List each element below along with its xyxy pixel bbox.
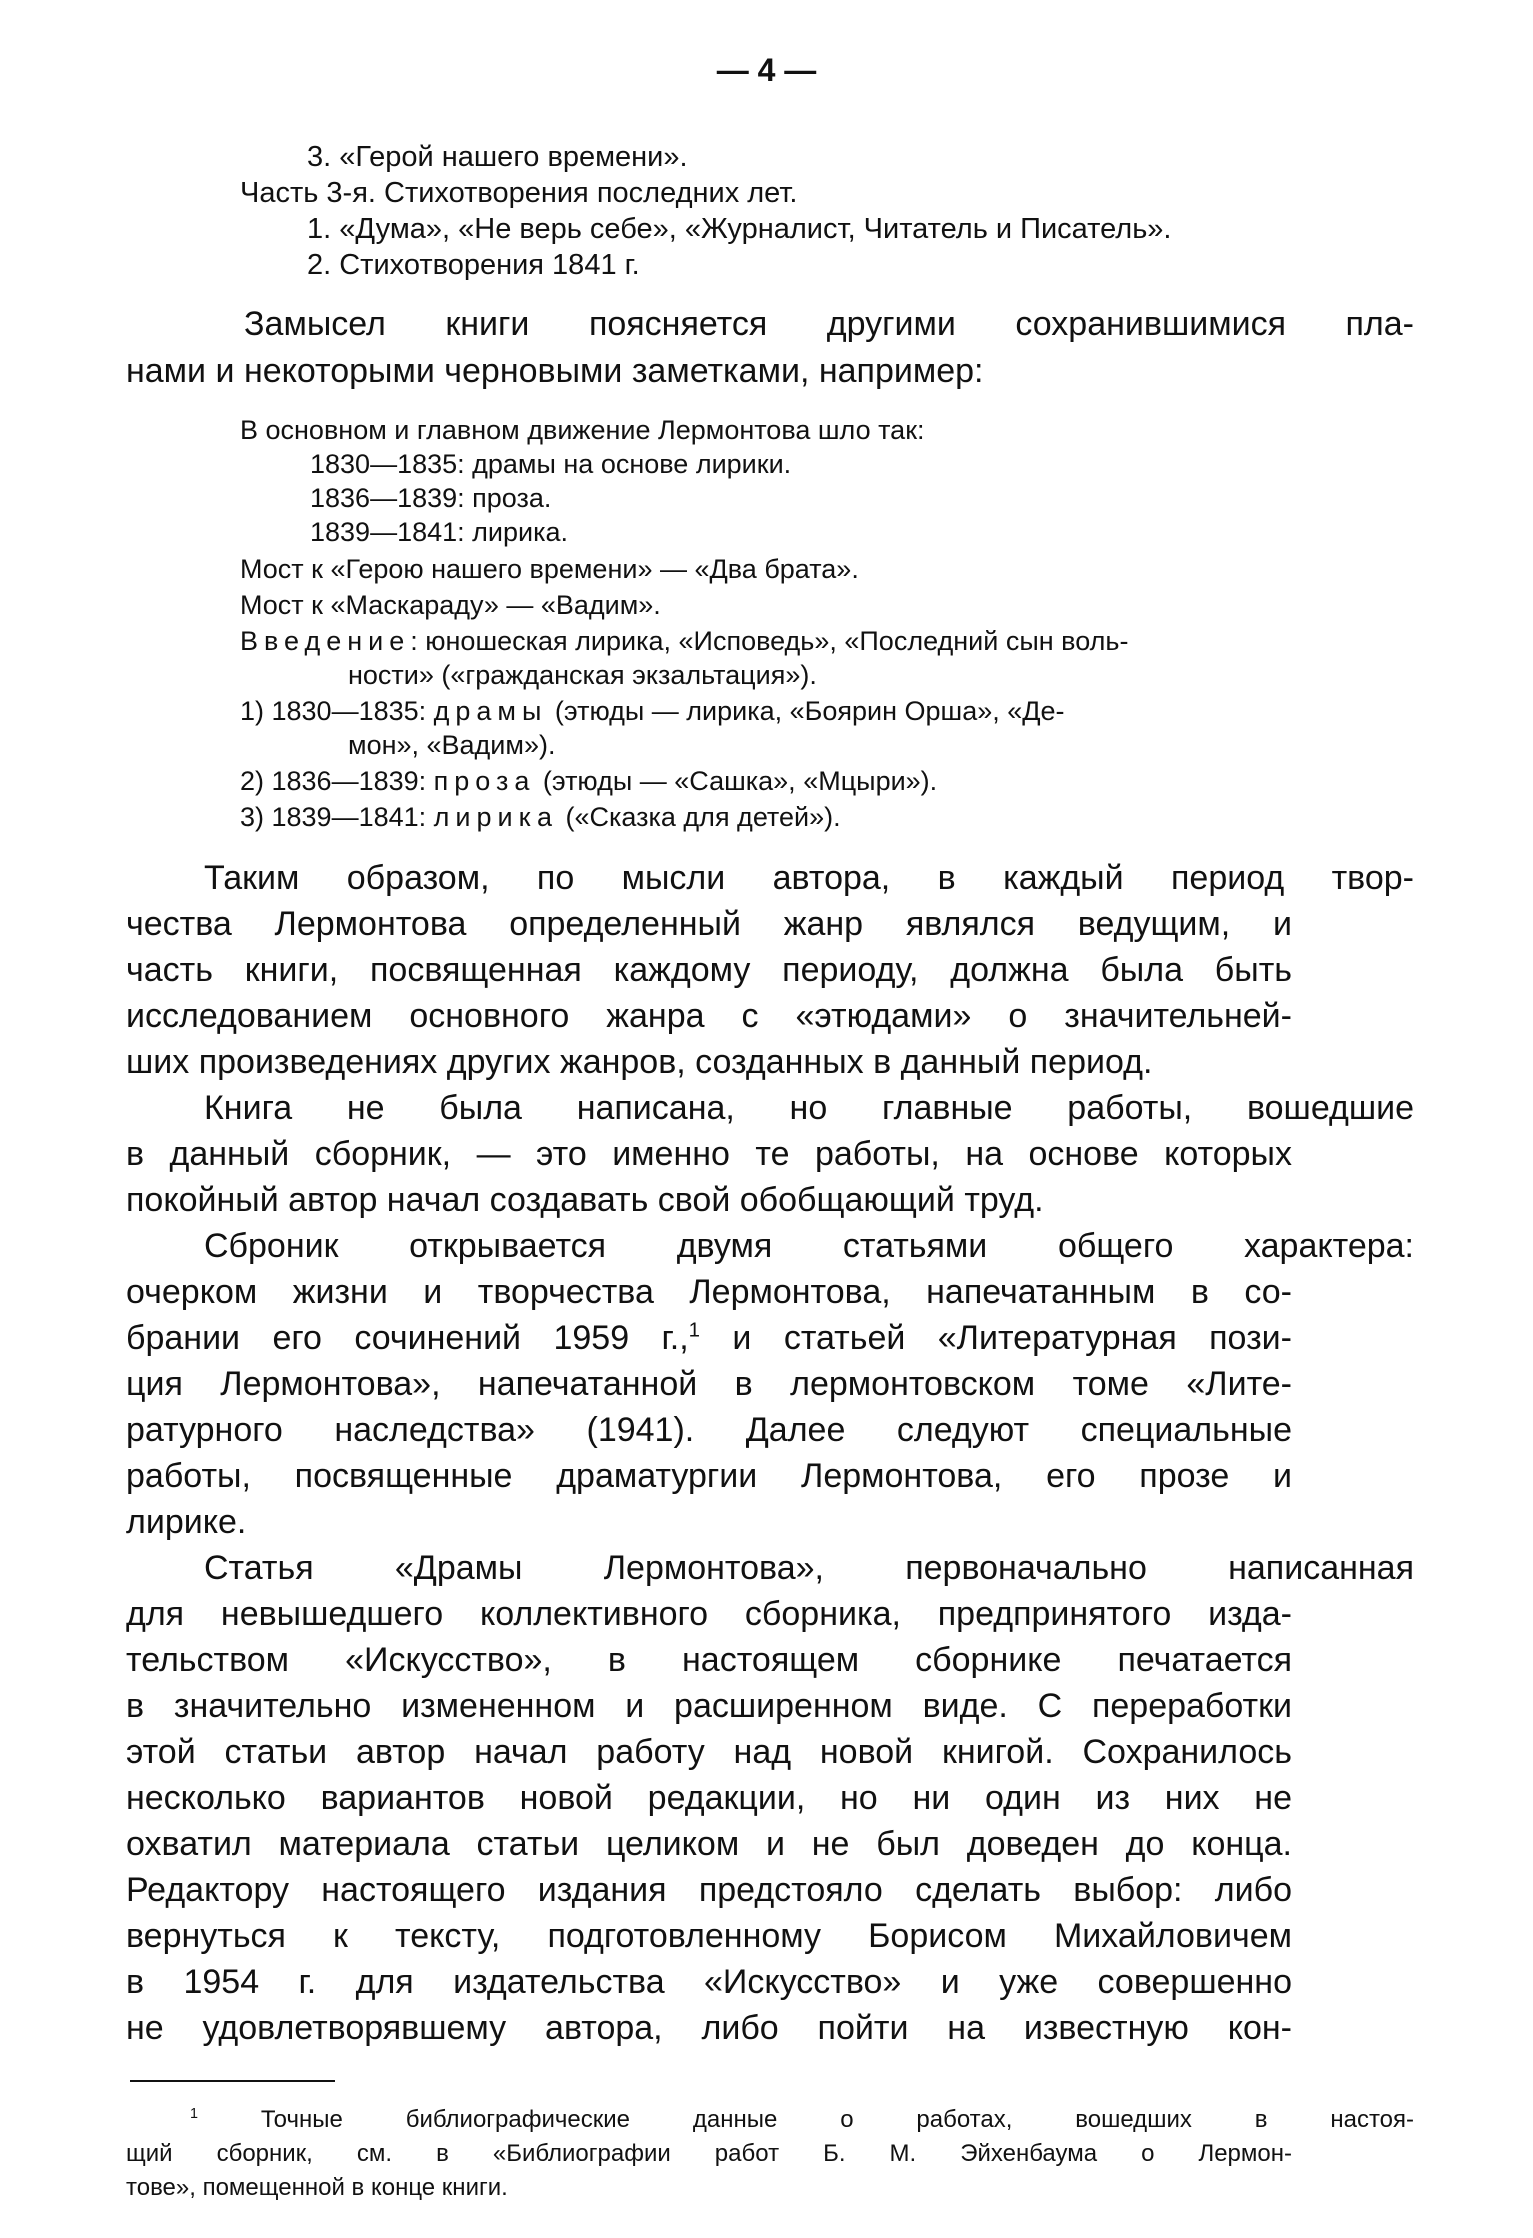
toc-line: 3. «Герой нашего времени». bbox=[307, 141, 688, 173]
quote-line: мон», «Вадим»). bbox=[348, 730, 556, 760]
body-line: часть книги, посвященная каждому периоду, должна была быть bbox=[126, 951, 1292, 989]
toc-line: Часть 3-я. Стихотворения последних лет. bbox=[240, 177, 798, 209]
footnote-rule bbox=[130, 2080, 335, 2082]
body-line: тельством «Искусство», в настоящем сборнике печатается bbox=[126, 1641, 1292, 1679]
body-line: ратурного наследства» (1941). Далее следуют специальные bbox=[126, 1411, 1292, 1449]
body-line: несколько вариантов новой редакции, но ни один из них не bbox=[126, 1779, 1292, 1817]
toc-line: 1. «Дума», «Не верь себе», «Журналист, Читатель и Писатель». bbox=[307, 213, 1172, 245]
spaced-label: драмы bbox=[433, 696, 548, 726]
body-line bbox=[126, 1315, 1292, 1362]
body-line: покойный автор начал создавать свой обобщающий труд. bbox=[126, 1181, 1044, 1219]
footnote-line: тове», помещенной в конце книги. bbox=[126, 2174, 508, 2201]
body-line: ция Лермонтова», напечатанной в лермонтовском томе «Лите- bbox=[126, 1365, 1292, 1403]
body-line: этой статьи автор начал работу над новой книгой. Сохранилось bbox=[126, 1733, 1292, 1771]
quote-text: 1) 1830—1835: bbox=[240, 696, 434, 726]
quote-line: 1830—1835: драмы на основе лирики. bbox=[310, 449, 792, 479]
spaced-label: лирика bbox=[433, 802, 558, 832]
spaced-label: Введение bbox=[240, 626, 411, 656]
body-text: и статьей «Литературная пози- bbox=[700, 1319, 1292, 1357]
body-line: ших произведениях других жанров, созданных в данный период. bbox=[126, 1043, 1153, 1081]
quote-line: ности» («гражданская экзальтация»). bbox=[348, 660, 817, 690]
footnote-ref: 1 bbox=[688, 1319, 700, 1342]
quote-text: 2) 1836—1839: bbox=[240, 766, 434, 796]
quote-text: («Сказка для детей»). bbox=[558, 802, 841, 832]
body-line: очерком жизни и творчества Лермонтова, напечатанным в со- bbox=[126, 1273, 1292, 1311]
quote-line: 1836—1839: проза. bbox=[310, 483, 552, 513]
body-line: Статья «Драмы Лермонтова», первоначально написанная bbox=[204, 1549, 1414, 1587]
body-line: чества Лермонтова определенный жанр являлся ведущим, и bbox=[126, 905, 1292, 943]
quote-line bbox=[240, 694, 1065, 728]
footnote-mark: 1 bbox=[190, 2106, 199, 2122]
quote-line: 1839—1841: лирика. bbox=[310, 517, 568, 547]
body-line: Таким образом, по мысли автора, в каждый период твор- bbox=[204, 859, 1414, 897]
toc-line: 2. Стихотворения 1841 г. bbox=[307, 249, 640, 281]
quote-line: Мост к «Маскараду» — «Вадим». bbox=[240, 590, 661, 620]
body-line: Книга не была написана, но главные работы, вошедшие bbox=[204, 1089, 1414, 1127]
quote-line bbox=[240, 624, 1128, 658]
spaced-label: проза bbox=[433, 766, 536, 796]
quote-text: 3) 1839—1841: bbox=[240, 802, 434, 832]
body-line: работы, посвященные драматургии Лермонтова, его прозе и bbox=[126, 1457, 1292, 1495]
body-line: охватил материала статьи целиком и не был доведен до конца. bbox=[126, 1825, 1292, 1863]
intro-line: Замысел книги поясняется другими сохранившимися пла- bbox=[244, 305, 1414, 343]
body-line: Редактору настоящего издания предстояло сделать выбор: либо bbox=[126, 1871, 1292, 1909]
quote-text: : юношеская лирика, «Исповедь», «Последний сын воль- bbox=[410, 626, 1129, 656]
body-line: вернуться к тексту, подготовленному Борисом Михайловичем bbox=[126, 1917, 1292, 1955]
body-line: лирике. bbox=[126, 1503, 247, 1541]
footnote-line bbox=[190, 2104, 1414, 2135]
intro-line: нами и некоторыми черновыми заметками, например: bbox=[126, 352, 984, 390]
body-line: исследованием основного жанра с «этюдами» о значительней- bbox=[126, 997, 1292, 1035]
footnote-text: Точные библиографические данные о работах, вошедших в настоя- bbox=[198, 2106, 1414, 2133]
quote-text: (этюды — лирика, «Боярин Орша», «Де- bbox=[547, 696, 1065, 726]
body-line: не удовлетворявшему автора, либо пойти на известную кон- bbox=[126, 2009, 1292, 2047]
footnote-line: щий сборник, см. в «Библиографии работ Б. М. Эйхенбаума о Лермон- bbox=[126, 2140, 1292, 2167]
body-line: в значительно измененном и расширенном виде. С переработки bbox=[126, 1687, 1292, 1725]
body-line: в данный сборник, — это именно те работы, на основе которых bbox=[126, 1135, 1292, 1173]
quote-line bbox=[240, 764, 937, 798]
page-number: — 4 — bbox=[716, 52, 817, 88]
body-line: в 1954 г. для издательства «Искусство» и уже совершенно bbox=[126, 1963, 1292, 2001]
quote-line bbox=[240, 800, 841, 834]
quote-text: (этюды — «Сашка», «Мцыри»). bbox=[535, 766, 938, 796]
body-text: брании его сочинений 1959 г., bbox=[126, 1319, 689, 1357]
quote-line: В основном и главном движение Лермонтова шло так: bbox=[240, 415, 925, 445]
body-line: для невышедшего коллективного сборника, предпринятого изда- bbox=[126, 1595, 1292, 1633]
quote-line: Мост к «Герою нашего времени» — «Два брата». bbox=[240, 554, 859, 584]
body-line: Сброник открывается двумя статьями общего характера: bbox=[204, 1227, 1414, 1265]
